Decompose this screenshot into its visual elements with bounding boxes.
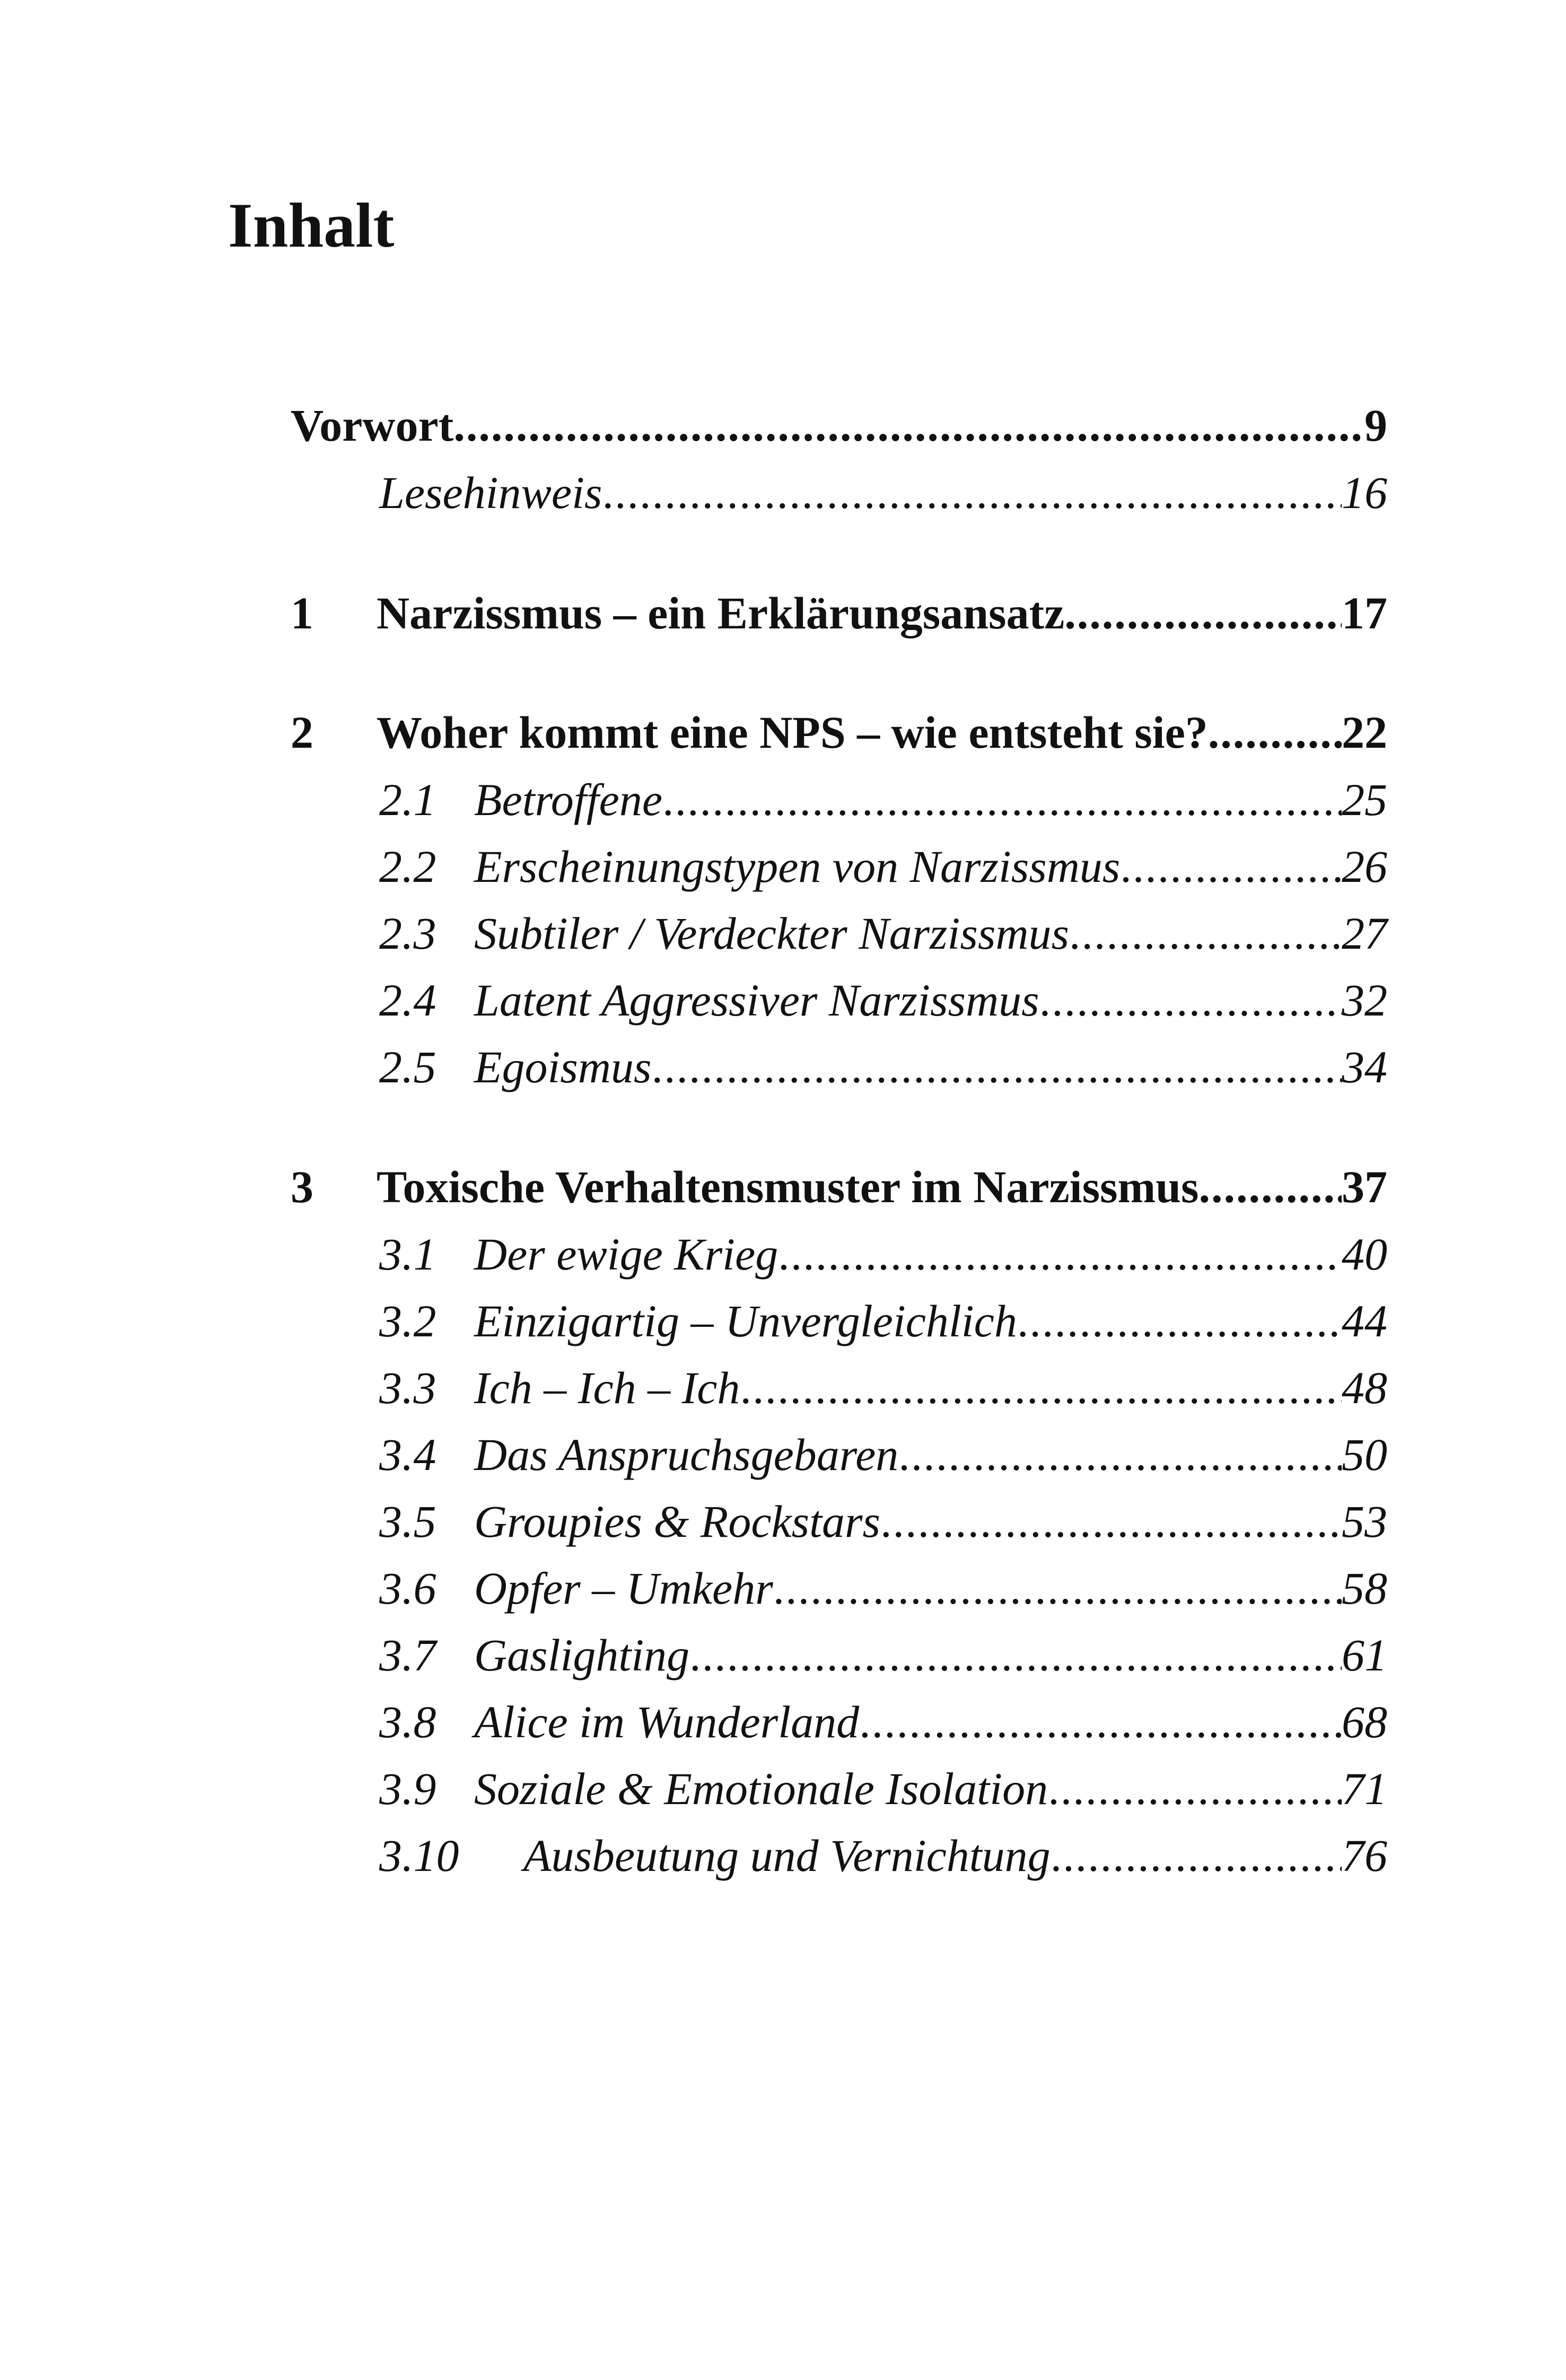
entry-label: Vorwort — [291, 400, 454, 451]
entry-number: 3.1 — [379, 1229, 436, 1280]
entry-label: Gaslighting — [474, 1630, 690, 1681]
toc-entry-chapter-2[interactable] — [291, 699, 1387, 766]
entry-page: 53 — [1342, 1496, 1387, 1547]
entry-page: 25 — [1342, 774, 1387, 825]
entry-number: 3.3 — [379, 1362, 436, 1413]
toc-entry-section[interactable] — [379, 766, 1387, 834]
entry-number: 2 — [291, 707, 313, 758]
toc-entry-section[interactable] — [379, 1221, 1387, 1288]
entry-number: 3.2 — [379, 1296, 436, 1346]
entry-page: 22 — [1342, 707, 1387, 758]
entry-page: 40 — [1342, 1229, 1387, 1280]
dot-leader — [1048, 1755, 1342, 1823]
entry-number: 3.5 — [379, 1496, 436, 1547]
entry-number: 3.4 — [379, 1429, 436, 1480]
entry-label: Einzigartig – Unvergleichlich — [474, 1296, 1017, 1346]
toc-entry-section[interactable] — [379, 1421, 1387, 1489]
dot-leader — [859, 1688, 1342, 1756]
dot-leader — [689, 1622, 1342, 1689]
entry-number: 3.9 — [379, 1763, 436, 1814]
toc-entry-section[interactable] — [379, 1288, 1387, 1355]
toc-entry-lesehinweis[interactable] — [379, 459, 1387, 527]
toc-entry-chapter-3[interactable] — [291, 1153, 1387, 1221]
toc-entry-section[interactable] — [379, 1755, 1387, 1823]
entry-page: 76 — [1342, 1830, 1387, 1881]
entry-page: 68 — [1342, 1696, 1387, 1747]
dot-leader — [651, 1034, 1342, 1101]
entry-label: Betroffene — [474, 774, 663, 825]
entry-page: 48 — [1342, 1362, 1387, 1413]
entry-label: Groupies & Rockstars — [474, 1496, 880, 1547]
dot-leader — [1039, 967, 1342, 1034]
entry-page: 26 — [1342, 841, 1387, 892]
page-title: Inhalt — [228, 190, 395, 260]
entry-label: Subtiler / Verdeckter Narzissmus — [474, 908, 1069, 959]
entry-page: 58 — [1342, 1563, 1387, 1614]
toc-entry-section[interactable] — [379, 1688, 1387, 1756]
dot-leader — [1198, 1153, 1342, 1221]
toc-entry-section[interactable] — [379, 833, 1387, 900]
entry-label: Lesehinweis — [379, 467, 602, 518]
dot-leader — [1017, 1288, 1342, 1355]
entry-page: 37 — [1342, 1161, 1387, 1212]
entry-label: Ich – Ich – Ich — [474, 1362, 740, 1413]
entry-number: 3.7 — [379, 1630, 436, 1681]
dot-leader — [1120, 833, 1342, 900]
entry-page: 17 — [1342, 588, 1387, 638]
entry-number: 2.4 — [379, 975, 436, 1026]
dot-leader — [602, 459, 1342, 527]
dot-leader — [773, 1555, 1342, 1622]
dot-leader — [1064, 580, 1342, 647]
entry-number: 3 — [291, 1161, 313, 1212]
toc-entry-section[interactable] — [379, 1488, 1387, 1555]
entry-label: Alice im Wunderland — [474, 1696, 860, 1747]
entry-number: 3.8 — [379, 1696, 436, 1747]
entry-number: 2.2 — [379, 841, 436, 892]
toc-entry-section[interactable] — [379, 1822, 1387, 1889]
entry-page: 61 — [1342, 1630, 1387, 1681]
entry-number: 2.5 — [379, 1042, 436, 1092]
entry-label: Latent Aggressiver Narzissmus — [474, 975, 1039, 1026]
entry-number: 3.6 — [379, 1563, 436, 1614]
toc-entry-section[interactable] — [379, 1354, 1387, 1422]
toc-entry-section[interactable] — [379, 900, 1387, 967]
entry-page: 27 — [1342, 908, 1387, 959]
entry-label: Egoismus — [474, 1042, 652, 1092]
entry-label: Soziale & Emotionale Isolation — [474, 1763, 1048, 1814]
entry-label: Woher kommt eine NPS – wie entsteht sie? — [377, 707, 1208, 758]
dot-leader — [1208, 699, 1342, 766]
entry-page: 34 — [1342, 1042, 1387, 1092]
toc-entry-section[interactable] — [379, 1555, 1387, 1622]
dot-leader — [778, 1221, 1342, 1288]
toc-entry-chapter-1[interactable] — [291, 580, 1387, 647]
entry-page: 71 — [1342, 1763, 1387, 1814]
toc-entry-section[interactable] — [379, 967, 1387, 1034]
entry-page: 44 — [1342, 1296, 1387, 1346]
dot-leader — [1051, 1822, 1342, 1889]
entry-label: Narzissmus – ein Erklärungsansatz — [377, 588, 1065, 638]
dot-leader — [880, 1488, 1342, 1555]
entry-number: 2.1 — [379, 774, 436, 825]
dot-leader — [453, 392, 1364, 459]
entry-label: Der ewige Krieg — [474, 1229, 778, 1280]
entry-number: 1 — [291, 588, 313, 638]
dot-leader — [898, 1421, 1342, 1489]
entry-label: Erscheinungstypen von Narzissmus — [474, 841, 1121, 892]
entry-label: Toxische Verhaltensmuster im Narzissmus — [377, 1161, 1199, 1212]
entry-label: Ausbeutung und Vernichtung — [523, 1830, 1051, 1881]
toc-entry-vorwort[interactable] — [291, 392, 1387, 459]
entry-number: 3.10 — [379, 1830, 459, 1881]
toc-entry-section[interactable] — [379, 1622, 1387, 1689]
entry-page: 9 — [1364, 400, 1387, 451]
dot-leader — [740, 1354, 1342, 1422]
entry-label: Opfer – Umkehr — [474, 1563, 773, 1614]
dot-leader — [1069, 900, 1342, 967]
entry-number: 2.3 — [379, 908, 436, 959]
toc-entry-section[interactable] — [379, 1034, 1387, 1101]
entry-page: 32 — [1342, 975, 1387, 1026]
entry-page: 16 — [1342, 467, 1387, 518]
entry-page: 50 — [1342, 1429, 1387, 1480]
dot-leader — [662, 766, 1342, 834]
entry-label: Das Anspruchsgebaren — [474, 1429, 899, 1480]
